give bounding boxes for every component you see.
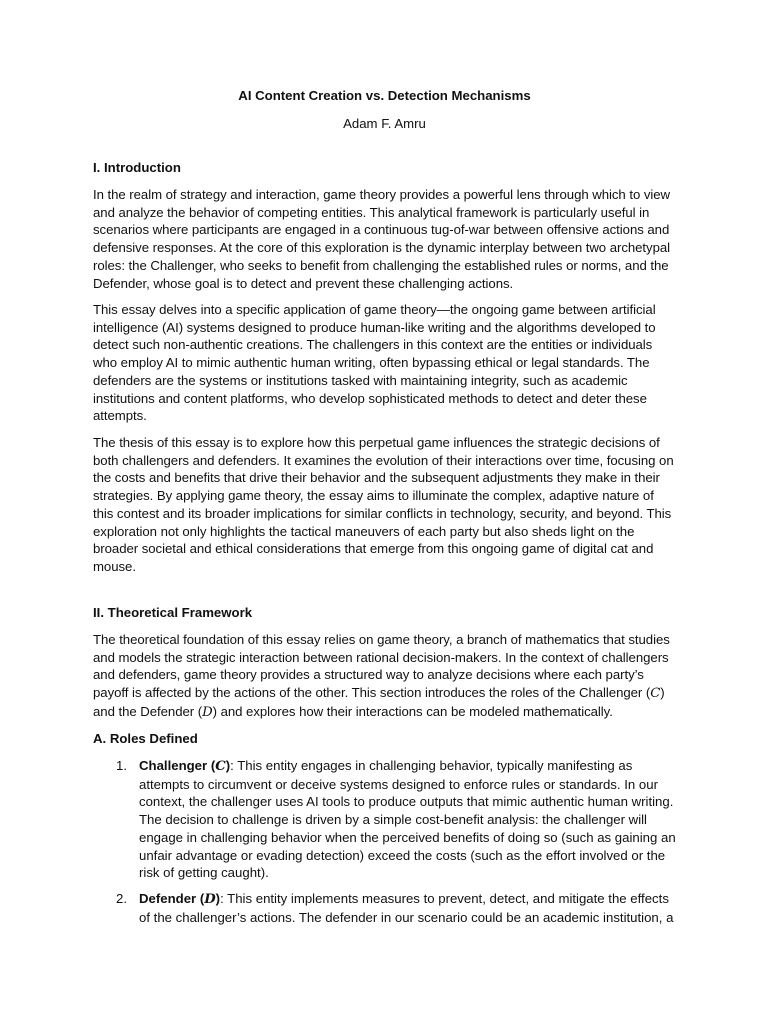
role-term-close: ) (215, 891, 221, 906)
framework-text-c: ) and explores how their interactions can be modeled mathematically. (212, 703, 613, 719)
framework-paragraph-1-wrap (93, 631, 676, 722)
role-term-defender (139, 891, 220, 906)
list-item (93, 757, 676, 882)
document-author: Adam F. Amru (343, 116, 426, 131)
list-item (93, 890, 676, 926)
defender-symbol: D (202, 704, 213, 720)
section-theoretical-framework (93, 604, 676, 622)
role-symbol: C (215, 759, 226, 774)
list-item-number: 1. (116, 758, 127, 773)
framework-text-b: ) and the Defender ( (93, 685, 665, 719)
intro-paragraph-1: In the realm of strategy and interaction, game theory provides a powerful lens through which to view and analyze the behavior of competing entities. This analytical framework is particularly useful in scenarios where participants are engaged in a continuous tug-of-war between offensive actions and defensive responses. At the core of this exploration is the dynamic interplay between two archetypal roles: the Challenger, who seeks to benefit from challenging the established rules or norms, and the Defender, whose goal is to detect and prevent these challenging actions. (93, 187, 671, 291)
intro-paragraph-3-wrap (93, 434, 676, 576)
roles-list-item-1-wrap (93, 757, 676, 882)
roles-list-continued (93, 890, 676, 926)
role-description: : This entity engages in challenging behavior, typically manifesting as attempts to circumvent or deceive systems designed to enforce rules or standards. In our context, the challenger uses AI tools to produce outputs that mimic authentic human writing. The decision to challenge is driven by a simple cost-benefit analysis: the challenger will engage in challenging behavior when the perceived benefits of doing so (such as gaining an unfair advantage or evading detection) exceed the costs (such as the effort involved or the risk of getting caught). (139, 758, 676, 881)
roles-list (93, 757, 676, 882)
section-introduction (93, 159, 676, 177)
framework-text-a: The theoretical foundation of this essay relies on game theory, a branch of mathematics that studies and models the strategic interaction between rational decision-makers. In the context of challengers and defenders, game theory provides a structured way to analyze decisions where each party’s payoff is affected by the actions of the other. This section introduces the roles of the Challenger ( (93, 632, 670, 701)
challenger-symbol: C (650, 686, 661, 702)
role-term-close: ) (225, 758, 231, 773)
document-title: AI Content Creation vs. Detection Mechanisms (238, 88, 531, 103)
role-term-text: Defender ( (139, 891, 205, 906)
subsection-roles (93, 730, 676, 748)
role-term-text: Challenger ( (139, 758, 216, 773)
role-symbol: D (204, 892, 216, 907)
role-term-challenger (139, 758, 230, 773)
intro-paragraph-3: The thesis of this essay is to explore how this perpetual game influences the strategic decisions of both challengers and defenders. It examines the evolution of their interactions over time, focusing on the costs and benefits that drive their behavior and the subsequent adjustments they make in their strategies. By applying game theory, the essay aims to illuminate the complex, adaptive nature of this contest and its broader implications for similar conflicts in technology, security, and beyond. This exploration not only highlights the tactical maneuvers of each party but also sheds light on the broader societal and ethical considerations that emerge from this ongoing game of digital cat and mouse. (93, 435, 674, 574)
intro-paragraph-2: This essay delves into a specific application of game theory—the ongoing game between artificial intelligence (AI) systems designed to produce human-like writing and the algorithms developed to detect such non-authentic creations. The challengers in this context are the entities or individuals who employ AI to mimic authentic human writing, often bypassing ethical or legal standards. The defenders are the systems or institutions tasked with maintaining integrity, such as academic institutions and content platforms, who develop sophisticated methods to detect and deter these attempts. (93, 302, 656, 424)
section-heading-theoretical-framework: II. Theoretical Framework (93, 605, 253, 620)
list-item-number: 2. (116, 891, 127, 906)
roles-list-item-2-wrap (93, 890, 676, 926)
section-heading-introduction: I. Introduction (93, 160, 181, 175)
role-description: : This entity implements measures to prevent, detect, and mitigate the effects of the challenger’s actions. The defender in our scenario could be an academic institution, a (139, 891, 674, 925)
intro-paragraph-2-wrap (93, 301, 676, 425)
intro-paragraph-1-wrap (93, 186, 676, 292)
framework-paragraph-1 (93, 631, 676, 722)
subsection-heading-roles: A. Roles Defined (93, 731, 198, 746)
